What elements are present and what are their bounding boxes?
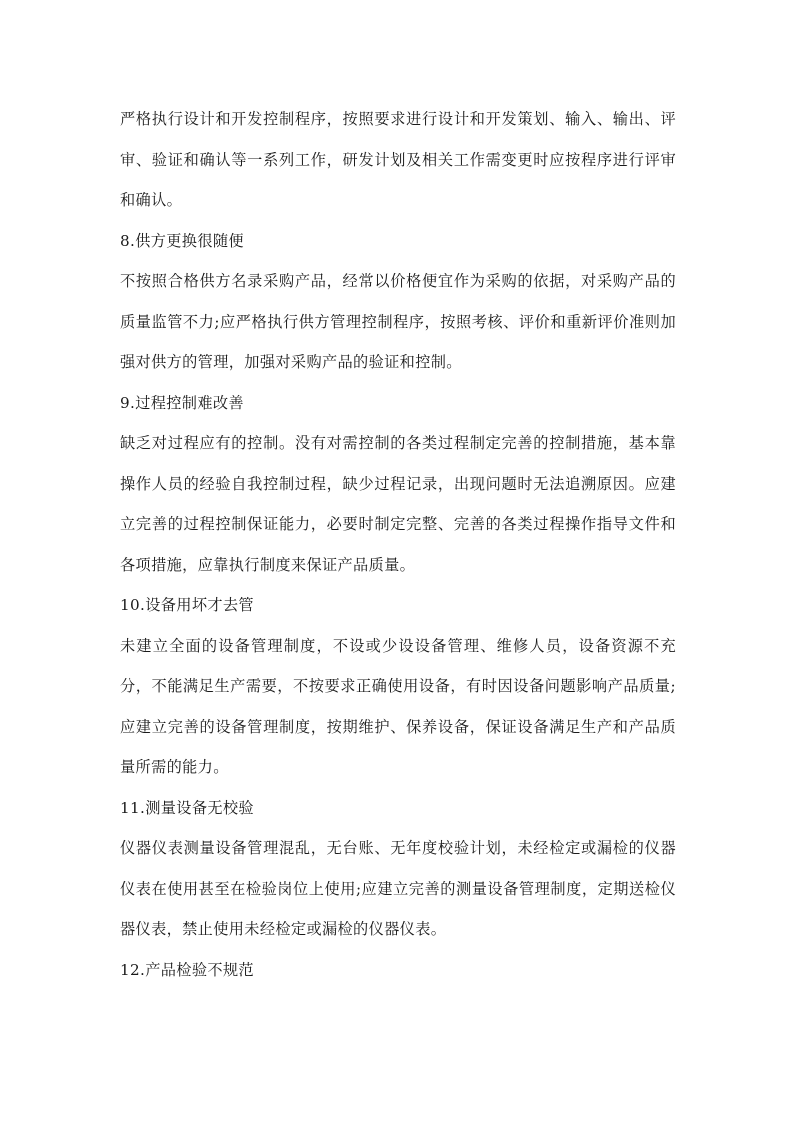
heading-measuring-equipment: 11.测量设备无校验 [120, 798, 254, 817]
heading-process-control: 9.过程控制难改善 [120, 393, 244, 412]
heading-product-inspection: 12.产品检验不规范 [120, 960, 254, 979]
paragraph-design-control: 严格执行设计和开发控制程序，按照要求进行设计和开发策划、输入、输出、评审、验证和确认等一系列工作，研发计划及相关工作需变更时应按程序进行评审和确认。 [120, 110, 676, 209]
heading-equipment-management: 10.设备用坏才去管 [120, 596, 254, 614]
heading-supplier-change: 8.供方更换很随便 [120, 231, 244, 250]
paragraph-process-control: 缺乏对过程应有的控制。没有对需控制的各类过程制定完善的控制措施，基本靠操作人员的经验自我控制过程，缺少过程记录，出现问题时无法追溯原因。应建立完善的过程控制保证能力，必要时制定完整、完善的各类过程操作指导文件和各项措施，应靠执行制度来保证产品质量。 [120, 434, 676, 574]
document-body [120, 99, 676, 990]
paragraph-supplier-change: 不按照合格供方名录采购产品，经常以价格便宜作为采购的依据，对采购产品的质量监管不力;应严格执行供方管理控制程序，按照考核、评价和重新评价准则加强对供方的管理，加强对采购产品的验证和控制。 [120, 272, 676, 371]
paragraph-equipment-management: 未建立全面的设备管理制度，不设或少设设备管理、维修人员，设备资源不充分，不能满足生产需要，不按要求正确使用设备，有时因设备问题影响产品质量;应建立完善的设备管理制度，按期维护、保养设备，保证设备满足生产和产品质量所需的能力。 [120, 636, 676, 776]
paragraph-measuring-equipment: 仪器仪表测量设备管理混乱，无台账、无年度校验计划，未经检定或漏检的仪器仪表在使用甚至在检验岗位上使用;应建立完善的测量设备管理制度，定期送检仪器仪表，禁止使用未经检定或漏检的仪器仪表。 [120, 839, 676, 938]
